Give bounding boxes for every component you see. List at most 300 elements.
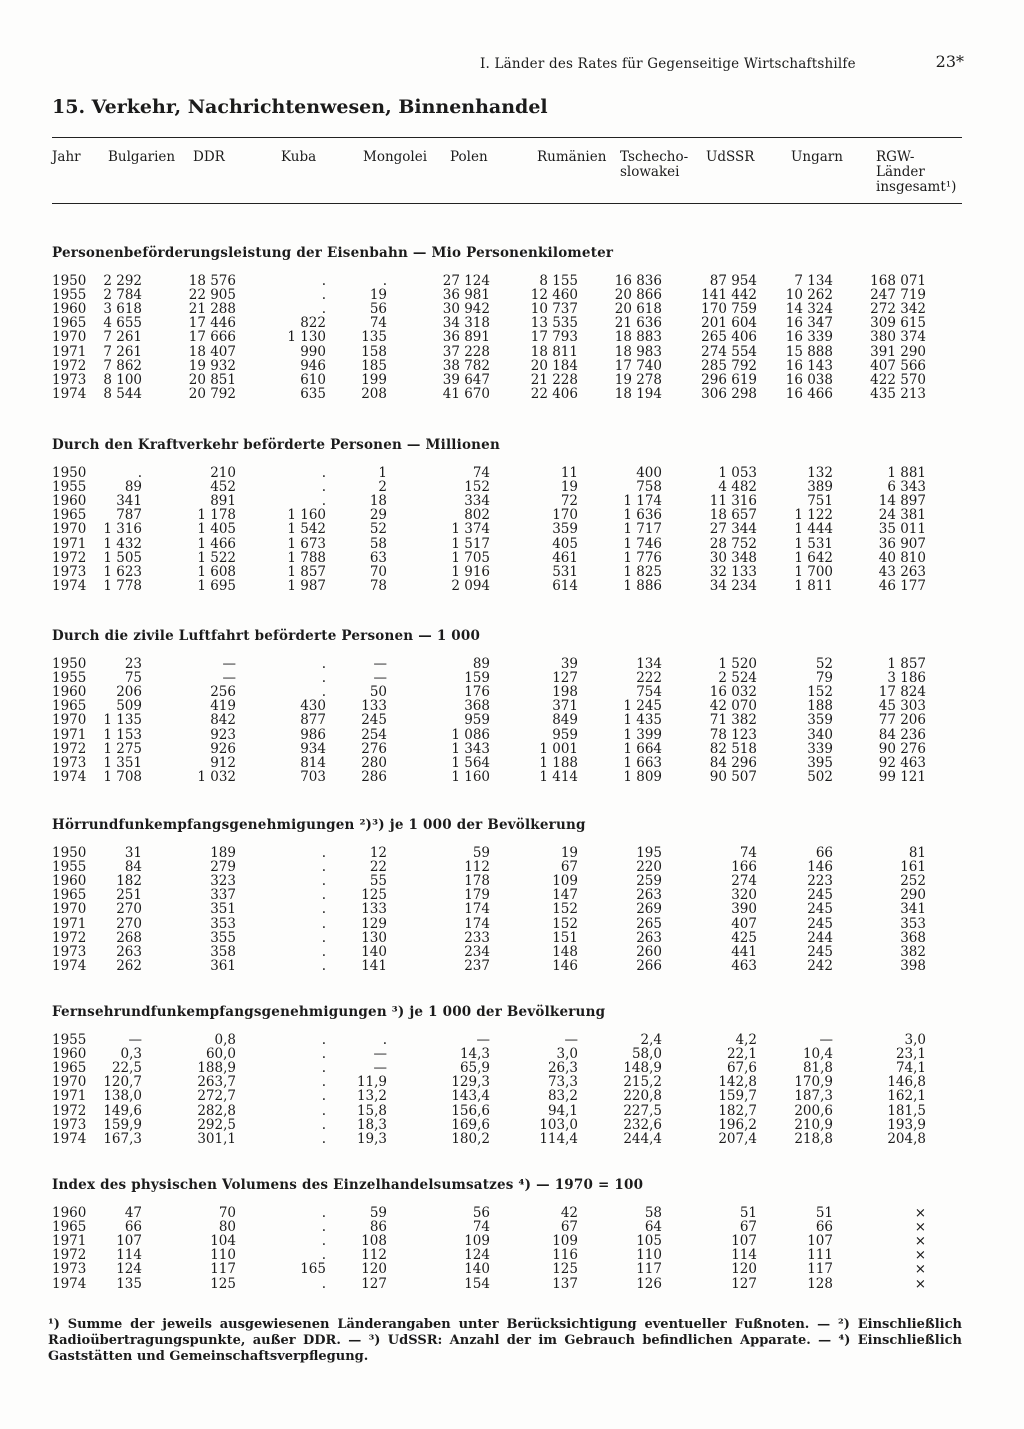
value-cell: 16 466 xyxy=(785,385,833,402)
value-cell: 78 123 xyxy=(709,726,757,743)
year-cell: 1974 xyxy=(52,577,87,594)
value-cell: 20 866 xyxy=(614,287,662,304)
year-cell: 1973 xyxy=(52,1261,87,1278)
value-cell: 926 xyxy=(210,740,236,757)
value-cell: 140 xyxy=(464,1261,490,1278)
value-cell: 1 435 xyxy=(623,712,662,729)
value-cell: 3,0 xyxy=(904,1032,926,1048)
value-cell: 84 296 xyxy=(709,754,757,771)
value-cell: 610 xyxy=(300,371,326,388)
value-cell: 1 664 xyxy=(623,740,662,757)
value-cell: — xyxy=(373,656,387,672)
column-header-9: Ungarn xyxy=(791,149,843,165)
value-cell: 120 xyxy=(361,1261,387,1278)
value-cell: . xyxy=(321,929,326,946)
value-cell: 270 xyxy=(116,901,142,918)
value-cell: 263 xyxy=(116,943,142,960)
value-cell: 64 xyxy=(644,1219,662,1236)
value-cell: 502 xyxy=(807,768,833,785)
column-header-6: Rumänien xyxy=(537,149,607,165)
value-cell: 204,8 xyxy=(887,1130,926,1147)
value-cell: 87 954 xyxy=(709,273,757,289)
value-cell: 125 xyxy=(552,1261,578,1278)
value-cell: 4 482 xyxy=(718,479,757,496)
value-cell: 180,2 xyxy=(451,1130,490,1147)
value-cell: 58 xyxy=(369,535,387,552)
table-row xyxy=(0,959,1024,973)
value-cell: 78 xyxy=(369,577,387,594)
value-cell: 1 857 xyxy=(887,656,926,672)
value-cell: 109 xyxy=(464,1233,490,1250)
year-cell: 1974 xyxy=(52,1275,87,1292)
year-cell: 1971 xyxy=(52,1233,87,1250)
value-cell: 168 071 xyxy=(870,273,926,289)
value-cell: 114 xyxy=(116,1247,142,1264)
value-cell: 1 343 xyxy=(451,740,490,757)
value-cell: 66 xyxy=(815,1219,833,1236)
value-cell: 104 xyxy=(210,1233,236,1250)
year-cell: 1970 xyxy=(52,1074,87,1091)
value-cell: 758 xyxy=(636,479,662,496)
value-cell: 301,1 xyxy=(197,1130,236,1147)
value-cell: 341 xyxy=(900,901,926,918)
value-cell: — xyxy=(373,670,387,687)
value-cell: . xyxy=(321,493,326,510)
value-cell: . xyxy=(321,873,326,890)
value-cell: 285 792 xyxy=(701,357,757,374)
value-cell: 19 xyxy=(560,479,578,496)
value-cell: 256 xyxy=(210,684,236,701)
value-cell: 1 160 xyxy=(287,507,326,524)
value-cell: 30 942 xyxy=(442,301,490,318)
year-cell: 1970 xyxy=(52,329,87,346)
value-cell: 337 xyxy=(210,887,236,904)
value-cell: . xyxy=(321,1130,326,1147)
value-cell: . xyxy=(321,1219,326,1236)
value-cell: 358 xyxy=(210,943,236,960)
value-cell: 323 xyxy=(210,873,236,890)
value-cell: 1 414 xyxy=(539,768,578,785)
value-cell: 120 xyxy=(731,1261,757,1278)
value-cell: 260 xyxy=(636,943,662,960)
value-cell: 141 xyxy=(361,957,387,974)
value-cell: 14 324 xyxy=(785,301,833,318)
value-cell: 67 xyxy=(739,1219,757,1236)
value-cell: 3 618 xyxy=(103,301,142,318)
table-row xyxy=(0,1220,1024,1234)
value-cell: 27 124 xyxy=(442,273,490,289)
value-cell: 218,8 xyxy=(794,1130,833,1147)
value-cell: 341 xyxy=(116,493,142,510)
value-cell: 263 xyxy=(636,929,662,946)
value-cell: 71 382 xyxy=(709,712,757,729)
year-cell: 1974 xyxy=(52,957,87,974)
value-cell: 10 262 xyxy=(785,287,833,304)
table-row xyxy=(0,874,1024,888)
value-cell: 2 xyxy=(378,479,387,496)
value-cell: 1 564 xyxy=(451,754,490,771)
value-cell: 1 663 xyxy=(623,754,662,771)
value-cell: 254 xyxy=(361,726,387,743)
value-cell: 17 793 xyxy=(530,329,578,346)
value-cell: 179 xyxy=(464,887,490,904)
year-cell: 1971 xyxy=(52,535,87,552)
value-cell: 170 xyxy=(552,507,578,524)
value-cell: 7 862 xyxy=(103,357,142,374)
value-cell: 117 xyxy=(807,1261,833,1278)
value-cell: 263,7 xyxy=(197,1074,236,1091)
year-cell: 1960 xyxy=(52,1046,87,1063)
value-cell: 30 348 xyxy=(709,549,757,566)
value-cell: 18 194 xyxy=(614,385,662,402)
value-cell: 117 xyxy=(210,1261,236,1278)
column-header-10: RGW- Länder insgesamt¹) xyxy=(876,149,957,195)
value-cell: 286 xyxy=(361,768,387,785)
value-cell: 124 xyxy=(464,1247,490,1264)
value-cell: 425 xyxy=(731,929,757,946)
value-cell: 43 263 xyxy=(878,563,926,580)
value-cell: 1 809 xyxy=(623,768,662,785)
value-cell: 147 xyxy=(552,887,578,904)
value-cell: 220,8 xyxy=(623,1088,662,1105)
year-cell: 1955 xyxy=(52,859,87,876)
value-cell: 67,6 xyxy=(726,1060,757,1077)
value-cell: 309 615 xyxy=(870,315,926,332)
value-cell: 58,0 xyxy=(631,1046,662,1063)
table-row xyxy=(0,1118,1024,1132)
value-cell: 18 407 xyxy=(188,343,236,360)
year-cell: 1960 xyxy=(52,684,87,701)
value-cell: 1 881 xyxy=(887,465,926,481)
value-cell: 1 316 xyxy=(103,521,142,538)
value-cell: 340 xyxy=(807,726,833,743)
value-cell: 1 178 xyxy=(197,507,236,524)
value-cell: . xyxy=(321,1088,326,1105)
value-cell: 232,6 xyxy=(623,1116,662,1133)
value-cell: . xyxy=(321,1032,326,1048)
value-cell: 58 xyxy=(644,1205,662,1221)
value-cell: 23,1 xyxy=(895,1046,926,1063)
value-cell: 276 xyxy=(361,740,387,757)
table-row xyxy=(0,302,1024,316)
value-cell: . xyxy=(321,1247,326,1264)
value-cell: 1 275 xyxy=(103,740,142,757)
value-cell: 822 xyxy=(300,315,326,332)
value-cell: 72 xyxy=(560,493,578,510)
value-cell: 1 695 xyxy=(197,577,236,594)
value-cell: 1 351 xyxy=(103,754,142,771)
value-cell: 3,0 xyxy=(556,1046,578,1063)
year-cell: 1965 xyxy=(52,887,87,904)
value-cell: 208 xyxy=(361,385,387,402)
value-cell: 67 xyxy=(560,859,578,876)
column-header-2: DDR xyxy=(193,149,225,165)
value-cell: 923 xyxy=(210,726,236,743)
value-cell: 18 576 xyxy=(188,273,236,289)
value-cell: . xyxy=(321,1205,326,1221)
value-cell: 11 xyxy=(560,465,578,481)
year-cell: 1972 xyxy=(52,1247,87,1264)
value-cell: × xyxy=(914,1219,926,1236)
year-cell: 1972 xyxy=(52,357,87,374)
column-header-3: Kuba xyxy=(281,149,317,165)
value-cell: 107 xyxy=(116,1233,142,1250)
value-cell: 400 xyxy=(636,465,662,481)
section-title: Fernsehrundfunkempfangsgenehmigungen ³) je 1 000 der Bevölkerung xyxy=(52,1004,606,1020)
year-cell: 1965 xyxy=(52,1060,87,1077)
value-cell: 245 xyxy=(807,901,833,918)
value-cell: 244 xyxy=(807,929,833,946)
value-cell: . xyxy=(321,1074,326,1091)
value-cell: . xyxy=(321,684,326,701)
table-row xyxy=(0,1262,1024,1276)
year-cell: 1965 xyxy=(52,315,87,332)
value-cell: 390 xyxy=(731,901,757,918)
year-cell: 1972 xyxy=(52,1102,87,1119)
value-cell: 146 xyxy=(552,957,578,974)
value-cell: 74 xyxy=(369,315,387,332)
table-row xyxy=(0,522,1024,536)
value-cell: 265 xyxy=(636,915,662,932)
value-cell: 368 xyxy=(464,698,490,715)
table-row xyxy=(0,945,1024,959)
value-cell: 1 746 xyxy=(623,535,662,552)
value-cell: . xyxy=(321,1233,326,1250)
table-row xyxy=(0,1277,1024,1291)
value-cell: 990 xyxy=(300,343,326,360)
value-cell: 274 xyxy=(731,873,757,890)
year-cell: 1971 xyxy=(52,726,87,743)
value-cell: 7 261 xyxy=(103,343,142,360)
value-cell: 10 737 xyxy=(530,301,578,318)
value-cell: 59 xyxy=(472,845,490,861)
value-cell: 265 406 xyxy=(701,329,757,346)
value-cell: 187,3 xyxy=(794,1088,833,1105)
value-cell: 1 886 xyxy=(623,577,662,594)
value-cell: . xyxy=(321,670,326,687)
value-cell: 193,9 xyxy=(887,1116,926,1133)
value-cell: 70 xyxy=(218,1205,236,1221)
value-cell: — xyxy=(373,1046,387,1063)
value-cell: 36 891 xyxy=(442,329,490,346)
value-cell: 20 184 xyxy=(530,357,578,374)
value-cell: — xyxy=(373,1060,387,1077)
value-cell: 8 155 xyxy=(539,273,578,289)
value-cell: 12 460 xyxy=(530,287,578,304)
value-cell: 27 344 xyxy=(709,521,757,538)
table-row xyxy=(0,1033,1024,1047)
value-cell: 531 xyxy=(552,563,578,580)
value-cell: 1 517 xyxy=(451,535,490,552)
value-cell: 247 719 xyxy=(870,287,926,304)
value-cell: . xyxy=(382,273,387,289)
year-cell: 1974 xyxy=(52,385,87,402)
value-cell: 353 xyxy=(900,915,926,932)
value-cell: 452 xyxy=(210,479,236,496)
value-cell: 1 778 xyxy=(103,577,142,594)
table-row xyxy=(0,1104,1024,1118)
year-cell: 1972 xyxy=(52,740,87,757)
year-cell: 1973 xyxy=(52,754,87,771)
value-cell: 137 xyxy=(552,1275,578,1292)
value-cell: 36 907 xyxy=(878,535,926,552)
value-cell: 1 374 xyxy=(451,521,490,538)
value-cell: 1 542 xyxy=(287,521,326,538)
value-cell: . xyxy=(321,1046,326,1063)
column-header-4: Mongolei xyxy=(363,149,428,165)
value-cell: 1 705 xyxy=(451,549,490,566)
value-cell: 176 xyxy=(464,684,490,701)
column-header-0: Jahr xyxy=(52,149,81,165)
value-cell: 13,2 xyxy=(356,1088,387,1105)
value-cell: 407 566 xyxy=(870,357,926,374)
value-cell: 21 288 xyxy=(188,301,236,318)
table-row xyxy=(0,713,1024,727)
value-cell: 20 792 xyxy=(188,385,236,402)
value-cell: . xyxy=(321,273,326,289)
value-cell: 430 xyxy=(300,698,326,715)
value-cell: 125 xyxy=(210,1275,236,1292)
value-cell: 94,1 xyxy=(547,1102,578,1119)
value-cell: 152 xyxy=(807,684,833,701)
value-cell: 849 xyxy=(552,712,578,729)
value-cell: 268 xyxy=(116,929,142,946)
value-cell: 220 xyxy=(636,859,662,876)
value-cell: × xyxy=(914,1275,926,1292)
value-cell: 1 857 xyxy=(287,563,326,580)
table-row xyxy=(0,373,1024,387)
table-row xyxy=(0,917,1024,931)
value-cell: 143,4 xyxy=(451,1088,490,1105)
value-cell: . xyxy=(321,915,326,932)
value-cell: 355 xyxy=(210,929,236,946)
value-cell: 435 213 xyxy=(870,385,926,402)
year-cell: 1972 xyxy=(52,929,87,946)
value-cell: 66 xyxy=(815,845,833,861)
table-row xyxy=(0,480,1024,494)
value-cell: 16 339 xyxy=(785,329,833,346)
value-cell: 132 xyxy=(807,465,833,481)
value-cell: 245 xyxy=(361,712,387,729)
year-cell: 1972 xyxy=(52,549,87,566)
value-cell: 152 xyxy=(552,901,578,918)
value-cell: 19 278 xyxy=(614,371,662,388)
value-cell: 148,9 xyxy=(623,1060,662,1077)
value-cell: 266 xyxy=(636,957,662,974)
year-cell: 1973 xyxy=(52,563,87,580)
value-cell: 42 xyxy=(560,1205,578,1221)
value-cell: 89 xyxy=(472,656,490,672)
value-cell: 2,4 xyxy=(640,1032,662,1048)
value-cell: 109 xyxy=(552,873,578,890)
value-cell: . xyxy=(321,656,326,672)
value-cell: 1 505 xyxy=(103,549,142,566)
value-cell: 1 053 xyxy=(718,465,757,481)
value-cell: 42 070 xyxy=(709,698,757,715)
value-cell: 22 xyxy=(369,859,387,876)
value-cell: 842 xyxy=(210,712,236,729)
value-cell: 159 xyxy=(464,670,490,687)
table-row xyxy=(0,1248,1024,1262)
table-row xyxy=(0,846,1024,860)
table-title: 15. Verkehr, Nachrichtenwesen, Binnenhandel xyxy=(52,96,548,118)
value-cell: 814 xyxy=(300,754,326,771)
value-cell: 282,8 xyxy=(197,1102,236,1119)
value-cell: 210,9 xyxy=(794,1116,833,1133)
value-cell: 129 xyxy=(361,915,387,932)
value-cell: 461 xyxy=(552,549,578,566)
year-cell: 1971 xyxy=(52,343,87,360)
value-cell: 83,2 xyxy=(547,1088,578,1105)
value-cell: 47 xyxy=(124,1205,142,1221)
value-cell: 174 xyxy=(464,901,490,918)
value-cell: 174 xyxy=(464,915,490,932)
value-cell: 1 522 xyxy=(197,549,236,566)
value-cell: 12 xyxy=(369,845,387,861)
value-cell: 1 032 xyxy=(197,768,236,785)
value-cell: 159,7 xyxy=(718,1088,757,1105)
value-cell: 109 xyxy=(552,1233,578,1250)
value-cell: 1 811 xyxy=(794,577,833,594)
value-cell: . xyxy=(382,1032,387,1048)
value-cell: 129,3 xyxy=(451,1074,490,1091)
value-cell: 169,6 xyxy=(451,1116,490,1133)
year-cell: 1965 xyxy=(52,507,87,524)
value-cell: 787 xyxy=(116,507,142,524)
value-cell: 201 604 xyxy=(701,315,757,332)
value-cell: 237 xyxy=(464,957,490,974)
value-cell: 111 xyxy=(807,1247,833,1264)
value-cell: 182,7 xyxy=(718,1102,757,1119)
value-cell: 21 228 xyxy=(530,371,578,388)
value-cell: 195 xyxy=(636,845,662,861)
value-cell: 28 752 xyxy=(709,535,757,552)
value-cell: 125 xyxy=(361,887,387,904)
value-cell: 66 xyxy=(124,1219,142,1236)
value-cell: 1 122 xyxy=(794,507,833,524)
value-cell: 306 298 xyxy=(701,385,757,402)
table-row xyxy=(0,330,1024,344)
value-cell: 74 xyxy=(472,465,490,481)
value-cell: 18 811 xyxy=(530,343,578,360)
value-cell: 110 xyxy=(636,1247,662,1264)
value-cell: 391 290 xyxy=(870,343,926,360)
value-cell: 17 824 xyxy=(878,684,926,701)
value-cell: 35 011 xyxy=(878,521,926,538)
value-cell: . xyxy=(321,887,326,904)
value-cell: 19 xyxy=(369,287,387,304)
value-cell: 167,3 xyxy=(103,1130,142,1147)
value-cell: 2 784 xyxy=(103,287,142,304)
value-cell: 14 897 xyxy=(878,493,926,510)
value-cell: 382 xyxy=(900,943,926,960)
value-cell: 259 xyxy=(636,873,662,890)
value-cell: 135 xyxy=(361,329,387,346)
value-cell: 105 xyxy=(636,1233,662,1250)
value-cell: 959 xyxy=(552,726,578,743)
value-cell: × xyxy=(914,1247,926,1264)
table-row xyxy=(0,902,1024,916)
value-cell: 1 444 xyxy=(794,521,833,538)
value-cell: 75 xyxy=(124,670,142,687)
value-cell: 24 381 xyxy=(878,507,926,524)
value-cell: 22 905 xyxy=(188,287,236,304)
value-cell: 210 xyxy=(210,465,236,481)
year-cell: 1960 xyxy=(52,493,87,510)
value-cell: 1 916 xyxy=(451,563,490,580)
value-cell: 1 135 xyxy=(103,712,142,729)
value-cell: 351 xyxy=(210,901,236,918)
